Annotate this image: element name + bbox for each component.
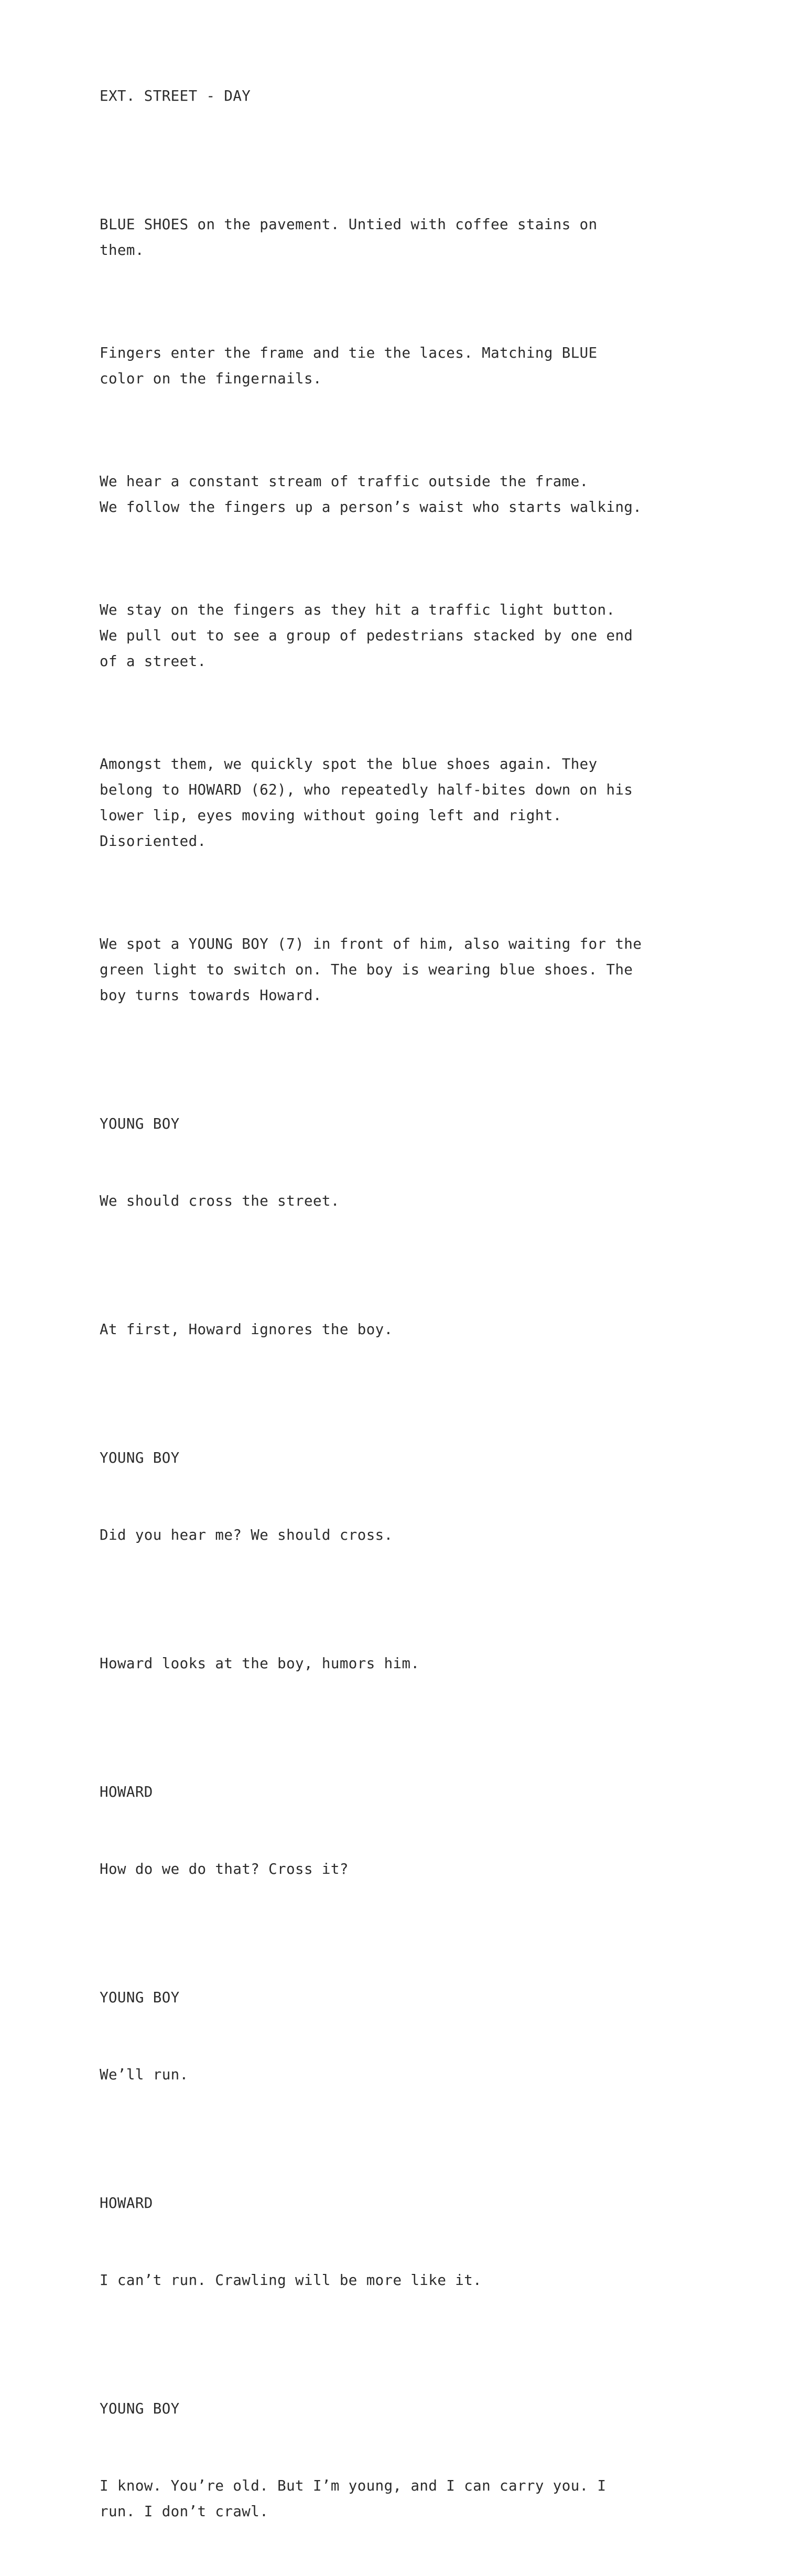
dialogue-line: I know. You’re old. But I’m young, and I can carry you. I run. I don’t crawl.	[100, 2477, 606, 2520]
action-line: Fingers enter the frame and tie the laces. Matching BLUE color on the fingernails.	[100, 345, 598, 387]
action-line: Amongst them, we quickly spot the blue shoes again. They belong to HOWARD (62), who repeatedly half-bites down on his lower lip, eyes moving without going left and right. Disoriented.	[100, 756, 633, 850]
character-name: HOWARD	[100, 1784, 153, 1800]
action-line: We hear a constant stream of traffic outside the frame. We follow the fingers up a person’s waist who starts walking.	[100, 473, 642, 516]
dialogue-line: I can’t run. Crawling will be more like it.	[100, 2272, 482, 2289]
scene-heading: EXT. STREET - DAY	[100, 88, 251, 104]
action-line: Howard looks at the boy, humors him.	[100, 1655, 420, 1672]
character-name: YOUNG BOY	[100, 1115, 180, 1132]
screenplay-page	[100, 32, 702, 2576]
dialogue-line: Did you hear me? We should cross.	[100, 1527, 393, 1543]
action-line: BLUE SHOES on the pavement. Untied with coffee stains on them.	[100, 216, 598, 259]
action-line: We spot a YOUNG BOY (7) in front of him, also waiting for the green light to switch on. The boy is wearing blue shoes. The boy turns towards Howard.	[100, 936, 642, 1004]
dialogue-line: We should cross the street.	[100, 1193, 340, 1209]
character-name: HOWARD	[100, 2195, 153, 2212]
action-line: We stay on the fingers as they hit a traffic light button. We pull out to see a group of pedestrians stacked by one end of a street.	[100, 602, 633, 670]
character-name: YOUNG BOY	[100, 1450, 180, 1466]
dialogue-line: How do we do that? Cross it?	[100, 1861, 349, 1877]
character-name: YOUNG BOY	[100, 1989, 180, 2006]
character-name: YOUNG BOY	[100, 2400, 180, 2417]
action-line: At first, Howard ignores the boy.	[100, 1321, 393, 1338]
dialogue-line: We’ll run.	[100, 2066, 189, 2083]
